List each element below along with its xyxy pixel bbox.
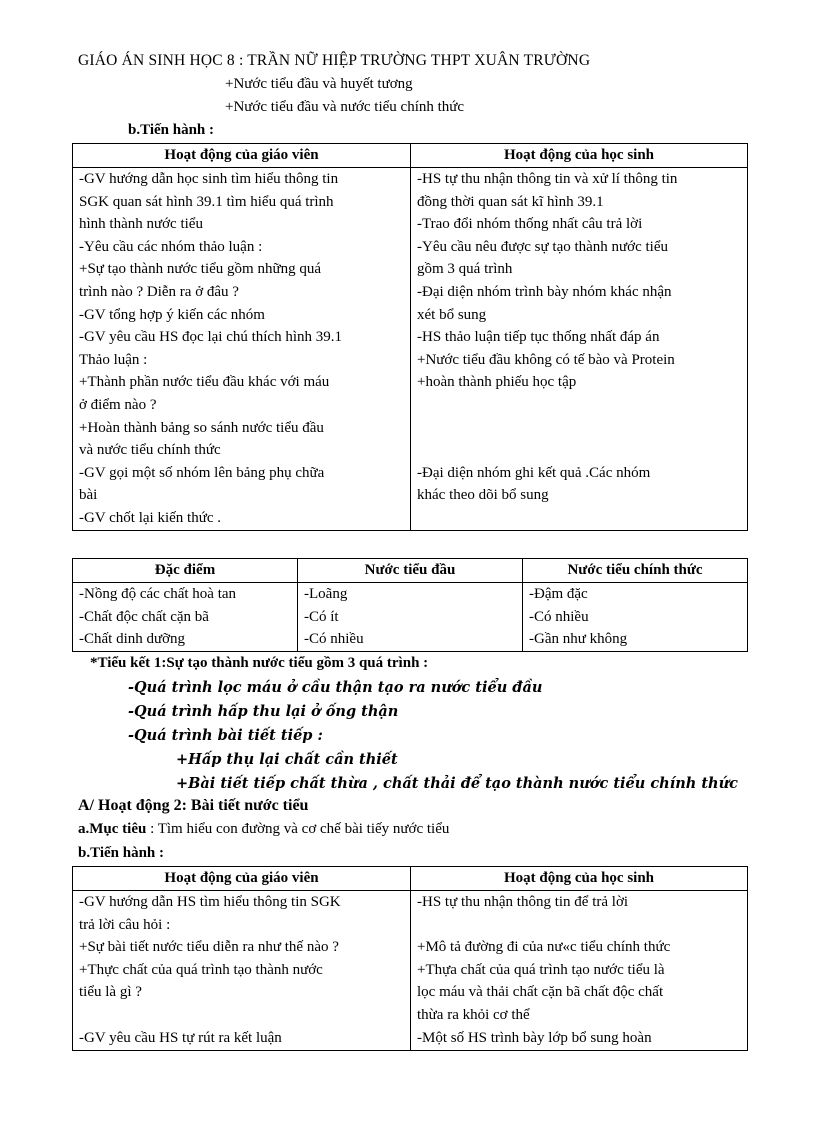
header-line-2: +Nước tiểu đầu và nước tiểu chính thức [225, 99, 465, 115]
summary-subitem: +Bài tiết tiếp chất thừa , chất thải để tạo thành nước tiểu chính thức [176, 775, 738, 792]
teacher-line: +Thực chất của quá trình tạo thành nước [79, 961, 323, 978]
activity-table-2 [72, 866, 748, 1051]
summary-item: -Quá trình hấp thu lại ở ống thận [128, 703, 399, 720]
teacher-line: bài [79, 487, 98, 504]
student-line: gồm 3 quá trình [417, 261, 513, 278]
teacher-line: trả lời câu hỏi : [79, 916, 171, 933]
col-header-teacher: Hoạt động của giáo viên [73, 867, 411, 891]
student-line: -HS tự thu nhận thông tin và xử lí thông tin [417, 171, 678, 187]
student-line: lọc máu và thải chất cặn bã chất độc chất [417, 984, 664, 1001]
compare-cell: -Chất độc chất cặn bã [79, 608, 209, 625]
section-heading-tien-hanh: b.Tiến hành : [128, 122, 215, 138]
col-header-student: Hoạt động của học sinh [411, 867, 748, 891]
teacher-line: +Thành phần nước tiểu đầu khác với máu [79, 374, 330, 391]
teacher-line: tiểu là gì ? [79, 984, 142, 1001]
teacher-line: Thảo luận : [79, 351, 148, 368]
student-line: xét bổ sung [417, 306, 487, 323]
summary-title: *Tiểu kết 1:Sự tạo thành nước tiểu gồm 3 quá trình : [90, 655, 429, 671]
teacher-line: -GV yêu cầu HS tự rút ra kết luận [79, 1029, 282, 1046]
teacher-line: -GV hướng dẫn HS tìm hiểu thông tin SGK [79, 894, 341, 910]
teacher-line: -GV yêu cầu HS đọc lại chú thích hình 39.1 [79, 329, 343, 346]
page-header: GIÁO ÁN SINH HỌC 8 : TRẦN NỮ HIỆP TRƯỜNG THPT XUÂN TRƯỜNG [78, 52, 591, 69]
student-line: -Một số HS trình bày lớp bổ sung hoàn [417, 1029, 652, 1046]
student-line: +hoàn thành phiếu học tập [417, 374, 577, 391]
summary-item: -Quá trình bài tiết tiếp : [128, 727, 323, 744]
student-line: thừa ra khỏi cơ thể [417, 1006, 530, 1023]
spacer [417, 914, 741, 937]
col-header-student: Hoạt động của học sinh [411, 144, 748, 168]
teacher-line: -Yêu cầu các nhóm thảo luận : [79, 238, 263, 255]
spacer [79, 1004, 404, 1027]
teacher-line: -GV gọi một số nhóm lên bảng phụ chữa [79, 464, 325, 481]
activity2-title: A/ Hoạt động 2: Bài tiết nước tiểu [78, 797, 309, 814]
compare-cell: -Gần như không [529, 631, 628, 648]
student-line: +Thựa chất của quá trình tạo nước tiểu là [417, 961, 665, 978]
student-activities-2 [411, 891, 748, 1051]
student-activities [411, 168, 748, 531]
col-header-teacher: Hoạt động của giáo viên [73, 144, 411, 168]
teacher-line: và nước tiểu chính thức [79, 442, 221, 459]
spacer [417, 394, 741, 417]
compare-cell: -Đậm đặc [529, 586, 588, 602]
summary-item: -Quá trình lọc máu ở cầu thận tạo ra nước tiểu đầu [128, 679, 543, 696]
activity2-objective [78, 821, 449, 838]
teacher-activities [73, 168, 411, 531]
teacher-line: -GV hướng dẫn học sinh tìm hiểu thông tin [79, 171, 339, 187]
student-line: đồng thời quan sát kĩ hình 39.1 [417, 193, 604, 210]
compare-cell: -Chất dinh dưỡng [79, 631, 186, 648]
compare-header: Nước tiểu chính thức [523, 559, 748, 583]
activity2-tien-hanh: b.Tiến hành : [78, 845, 165, 861]
student-line: khác theo dõi bổ sung [417, 487, 549, 504]
student-line: -Yêu cầu nêu được sự tạo thành nước tiểu [417, 238, 669, 255]
compare-col-feature [73, 583, 298, 652]
student-line: +Nước tiểu đầu không có tế bào và Protein [417, 351, 675, 368]
summary-subitem: +Hấp thụ lại chất cần thiết [176, 751, 398, 768]
teacher-line: -GV chốt lại kiến thức . [79, 509, 221, 526]
compare-cell: -Nồng độ các chất hoà tan [79, 586, 237, 602]
spacer [417, 417, 741, 440]
teacher-line: +Sự bài tiết nước tiểu diễn ra như thế nào ? [79, 939, 339, 956]
compare-col-final-urine [523, 583, 748, 652]
compare-header: Nước tiểu đầu [298, 559, 523, 583]
teacher-line: ở điểm nào ? [79, 396, 157, 413]
student-line: +Mô tả đường đi của nư«c tiểu chính thức [417, 939, 671, 956]
compare-header: Đặc điểm [73, 559, 298, 583]
objective-text: : Tìm hiểu con đường và cơ chế bài tiếy nước tiểu [146, 821, 450, 837]
comparison-table [72, 558, 748, 652]
student-line: -Đại diện nhóm ghi kết quả .Các nhóm [417, 464, 651, 481]
student-line: -Đại diện nhóm trình bày nhóm khác nhận [417, 283, 672, 300]
teacher-line: -GV tổng hợp ý kiến các nhóm [79, 306, 265, 323]
teacher-line: hình thành nước tiểu [79, 216, 203, 233]
compare-col-initial-urine [298, 583, 523, 652]
student-line: -Trao đổi nhóm thống nhất câu trả lời [417, 216, 643, 233]
student-line: -HS tự thu nhận thông tin để trả lời [417, 894, 629, 910]
teacher-line: SGK quan sát hình 39.1 tìm hiểu quá trình [79, 193, 334, 210]
teacher-line: +Hoàn thành bảng so sánh nước tiểu đầu [79, 419, 324, 436]
objective-label: a.Mục tiêu [78, 821, 147, 837]
compare-cell: -Có nhiều [304, 631, 364, 648]
spacer [417, 439, 741, 462]
student-line: -HS thảo luận tiếp tục thống nhất đáp án [417, 329, 660, 346]
compare-cell: -Có nhiều [529, 608, 589, 625]
compare-cell: -Có ít [304, 608, 339, 625]
activity-table-1 [72, 143, 748, 531]
teacher-line: +Sự tạo thành nước tiểu gồm những quá [79, 261, 321, 278]
teacher-activities-2 [73, 891, 411, 1051]
header-line-1: +Nước tiểu đầu và huyết tương [225, 76, 413, 92]
teacher-line: trình nào ? Diễn ra ở đâu ? [79, 283, 239, 300]
compare-cell: -Loãng [304, 586, 348, 602]
